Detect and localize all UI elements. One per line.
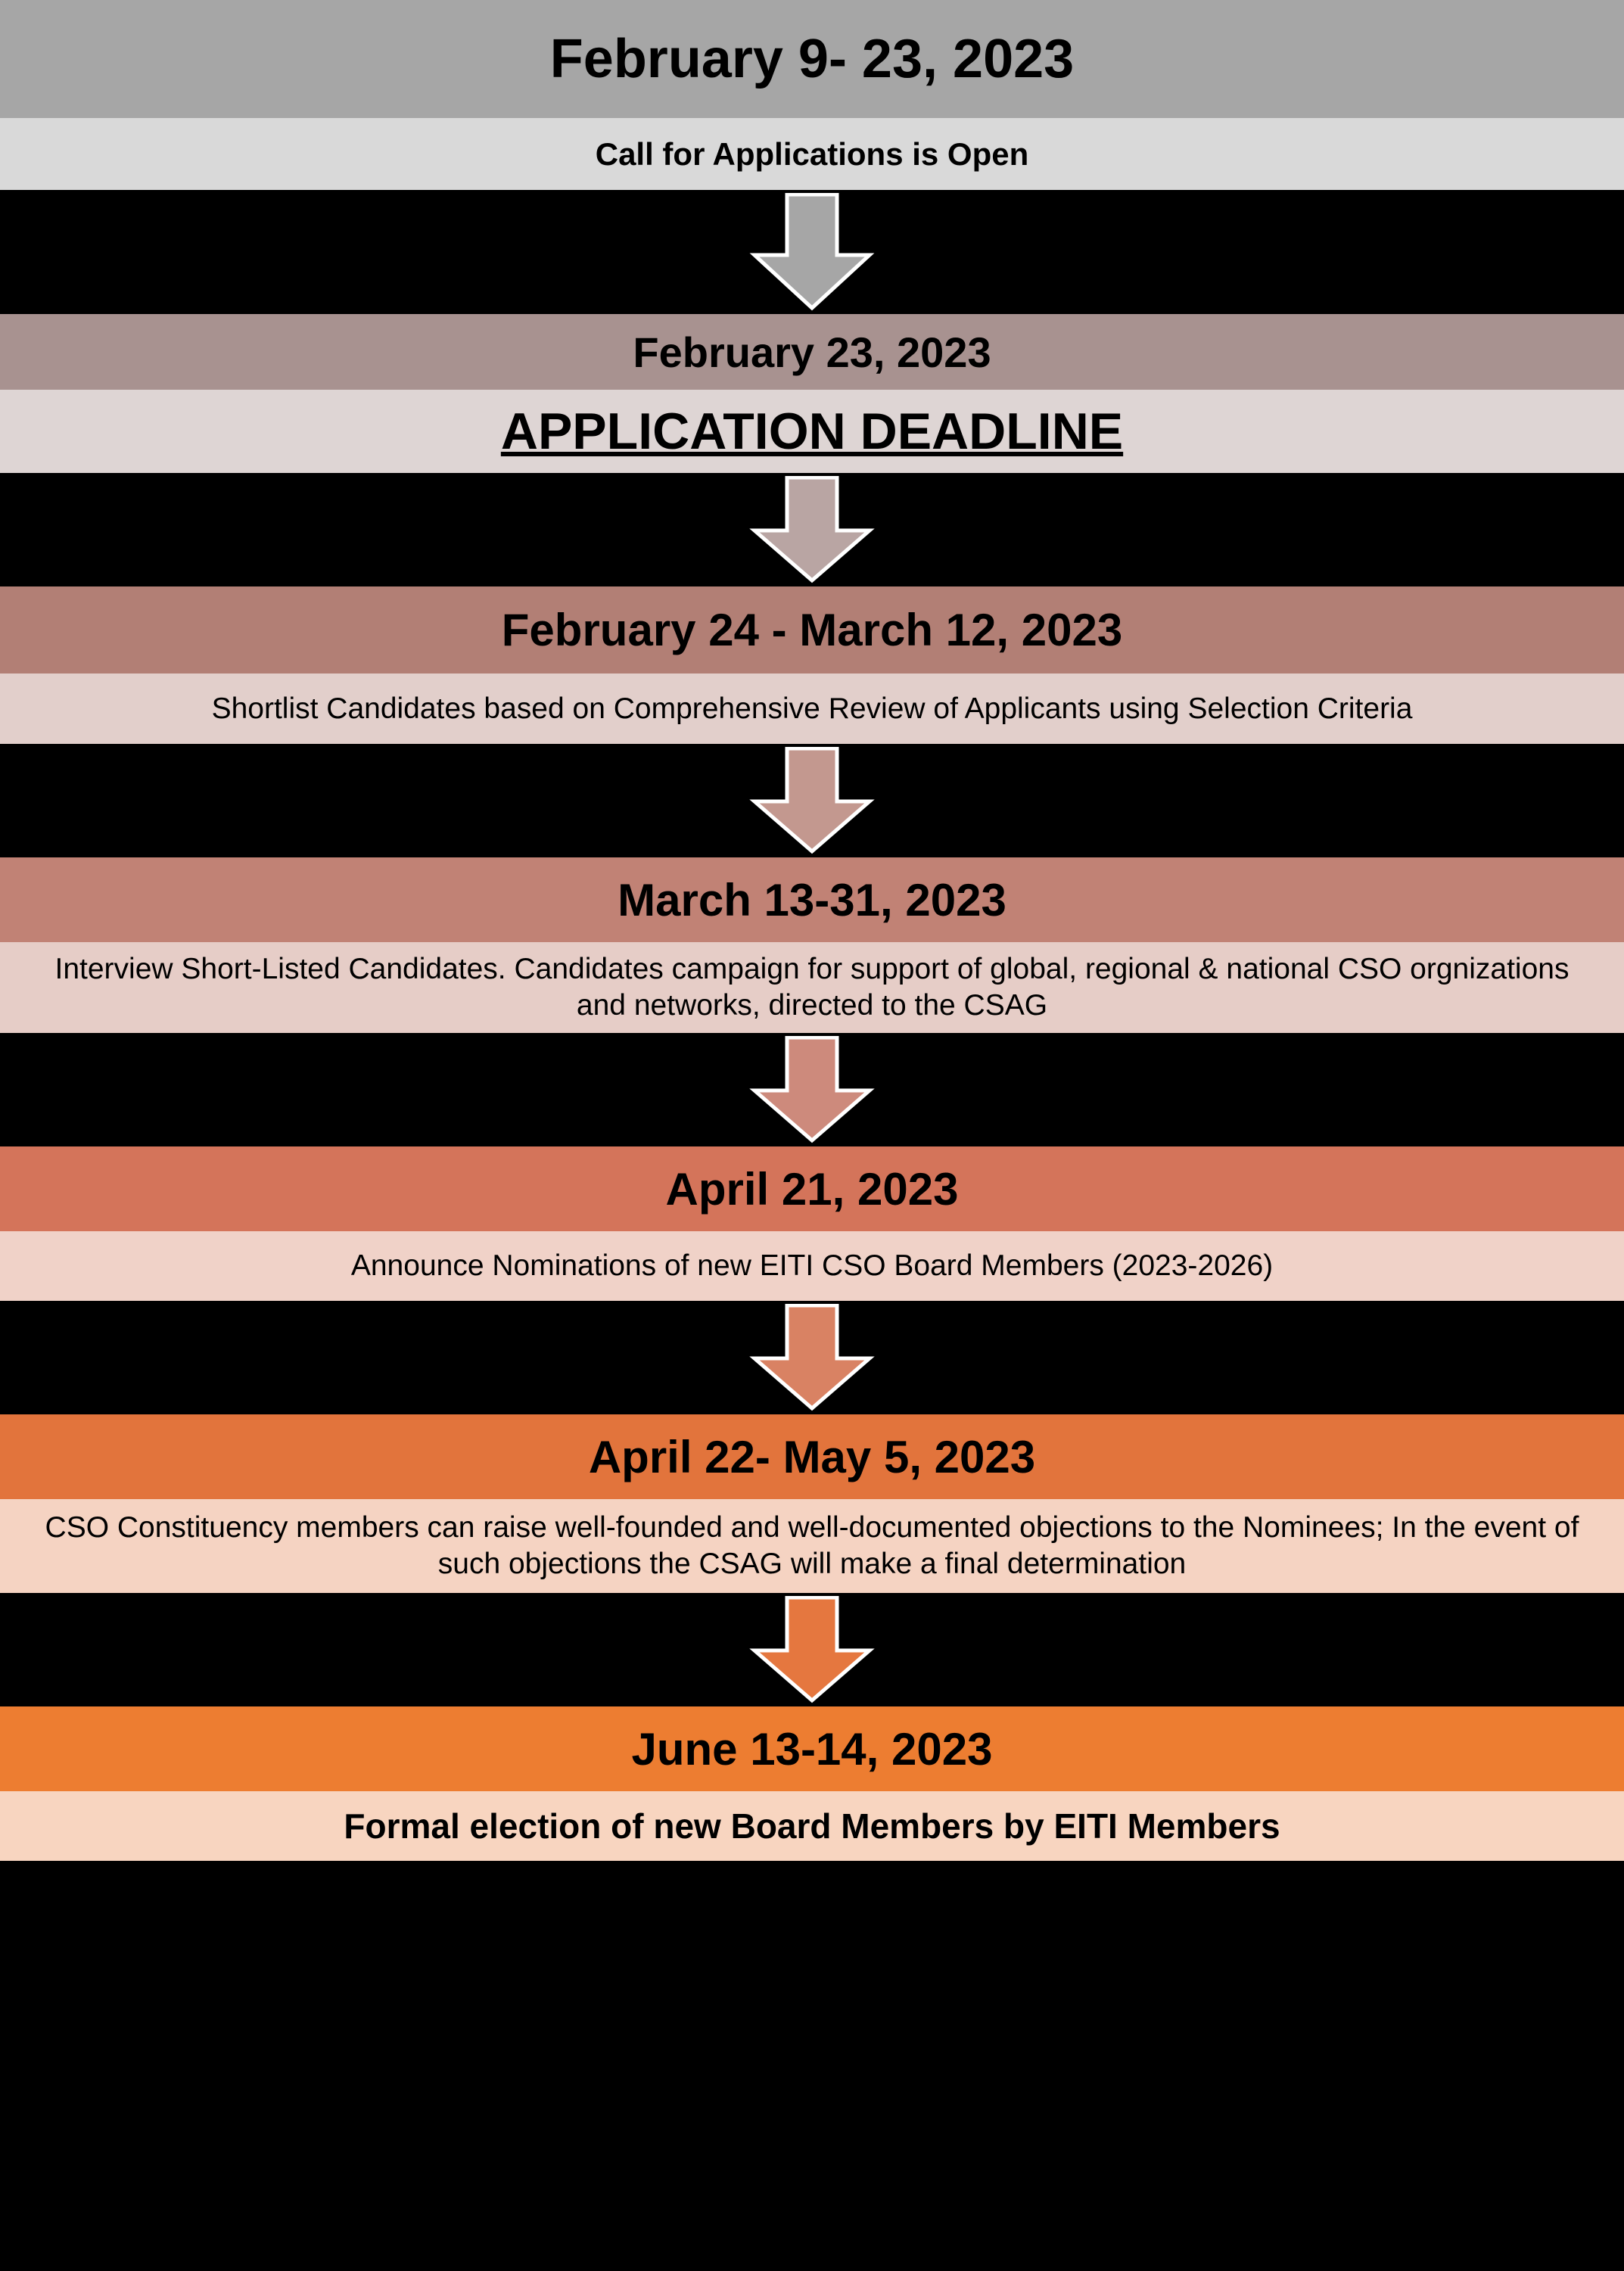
stage-3	[0, 586, 1624, 744]
stage-4-description: Interview Short-Listed Candidates. Candidates campaign for support of global, regional & national CSO orgnizations and networks, directed to the CSAG	[0, 942, 1624, 1033]
stage-3-description: Shortlist Candidates based on Comprehensive Review of Applicants using Selection Criteria	[0, 674, 1624, 744]
stage-7	[0, 1706, 1624, 1861]
stage-1	[0, 0, 1624, 190]
down-arrow-icon-5	[744, 1304, 880, 1411]
stage-2	[0, 314, 1624, 473]
stage-4	[0, 857, 1624, 1033]
stage-1-description: Call for Applications is Open	[0, 118, 1624, 190]
stage-3-date: February 24 - March 12, 2023	[0, 586, 1624, 674]
arrow-zone-2	[0, 473, 1624, 586]
down-arrow-icon-3	[744, 747, 880, 854]
stage-6-date: April 22- May 5, 2023	[0, 1414, 1624, 1499]
arrow-zone-5	[0, 1301, 1624, 1414]
stage-2-description-text: APPLICATION DEADLINE	[500, 402, 1124, 460]
stage-6	[0, 1414, 1624, 1593]
stage-2-description	[0, 390, 1624, 473]
arrow-zone-3	[0, 744, 1624, 857]
arrow-zone-1	[0, 190, 1624, 314]
down-arrow-icon-4	[744, 1036, 880, 1143]
down-arrow-icon-1	[744, 193, 880, 311]
stage-1-date: February 9- 23, 2023	[0, 0, 1624, 118]
arrow-zone-4	[0, 1033, 1624, 1146]
down-arrow-icon-6	[744, 1596, 880, 1703]
stage-2-date: February 23, 2023	[0, 314, 1624, 390]
stage-7-description: Formal election of new Board Members by EITI Members	[0, 1791, 1624, 1861]
stage-6-description: CSO Constituency members can raise well-founded and well-documented objections to the Nominees; In the event of such objections the CSAG will make a final determination	[0, 1499, 1624, 1593]
arrow-zone-6	[0, 1593, 1624, 1706]
stage-7-date: June 13-14, 2023	[0, 1706, 1624, 1791]
down-arrow-icon-2	[744, 476, 880, 583]
stage-5-date: April 21, 2023	[0, 1146, 1624, 1231]
stage-5	[0, 1146, 1624, 1301]
stage-5-description: Announce Nominations of new EITI CSO Board Members (2023-2026)	[0, 1231, 1624, 1301]
stage-4-date: March 13-31, 2023	[0, 857, 1624, 942]
